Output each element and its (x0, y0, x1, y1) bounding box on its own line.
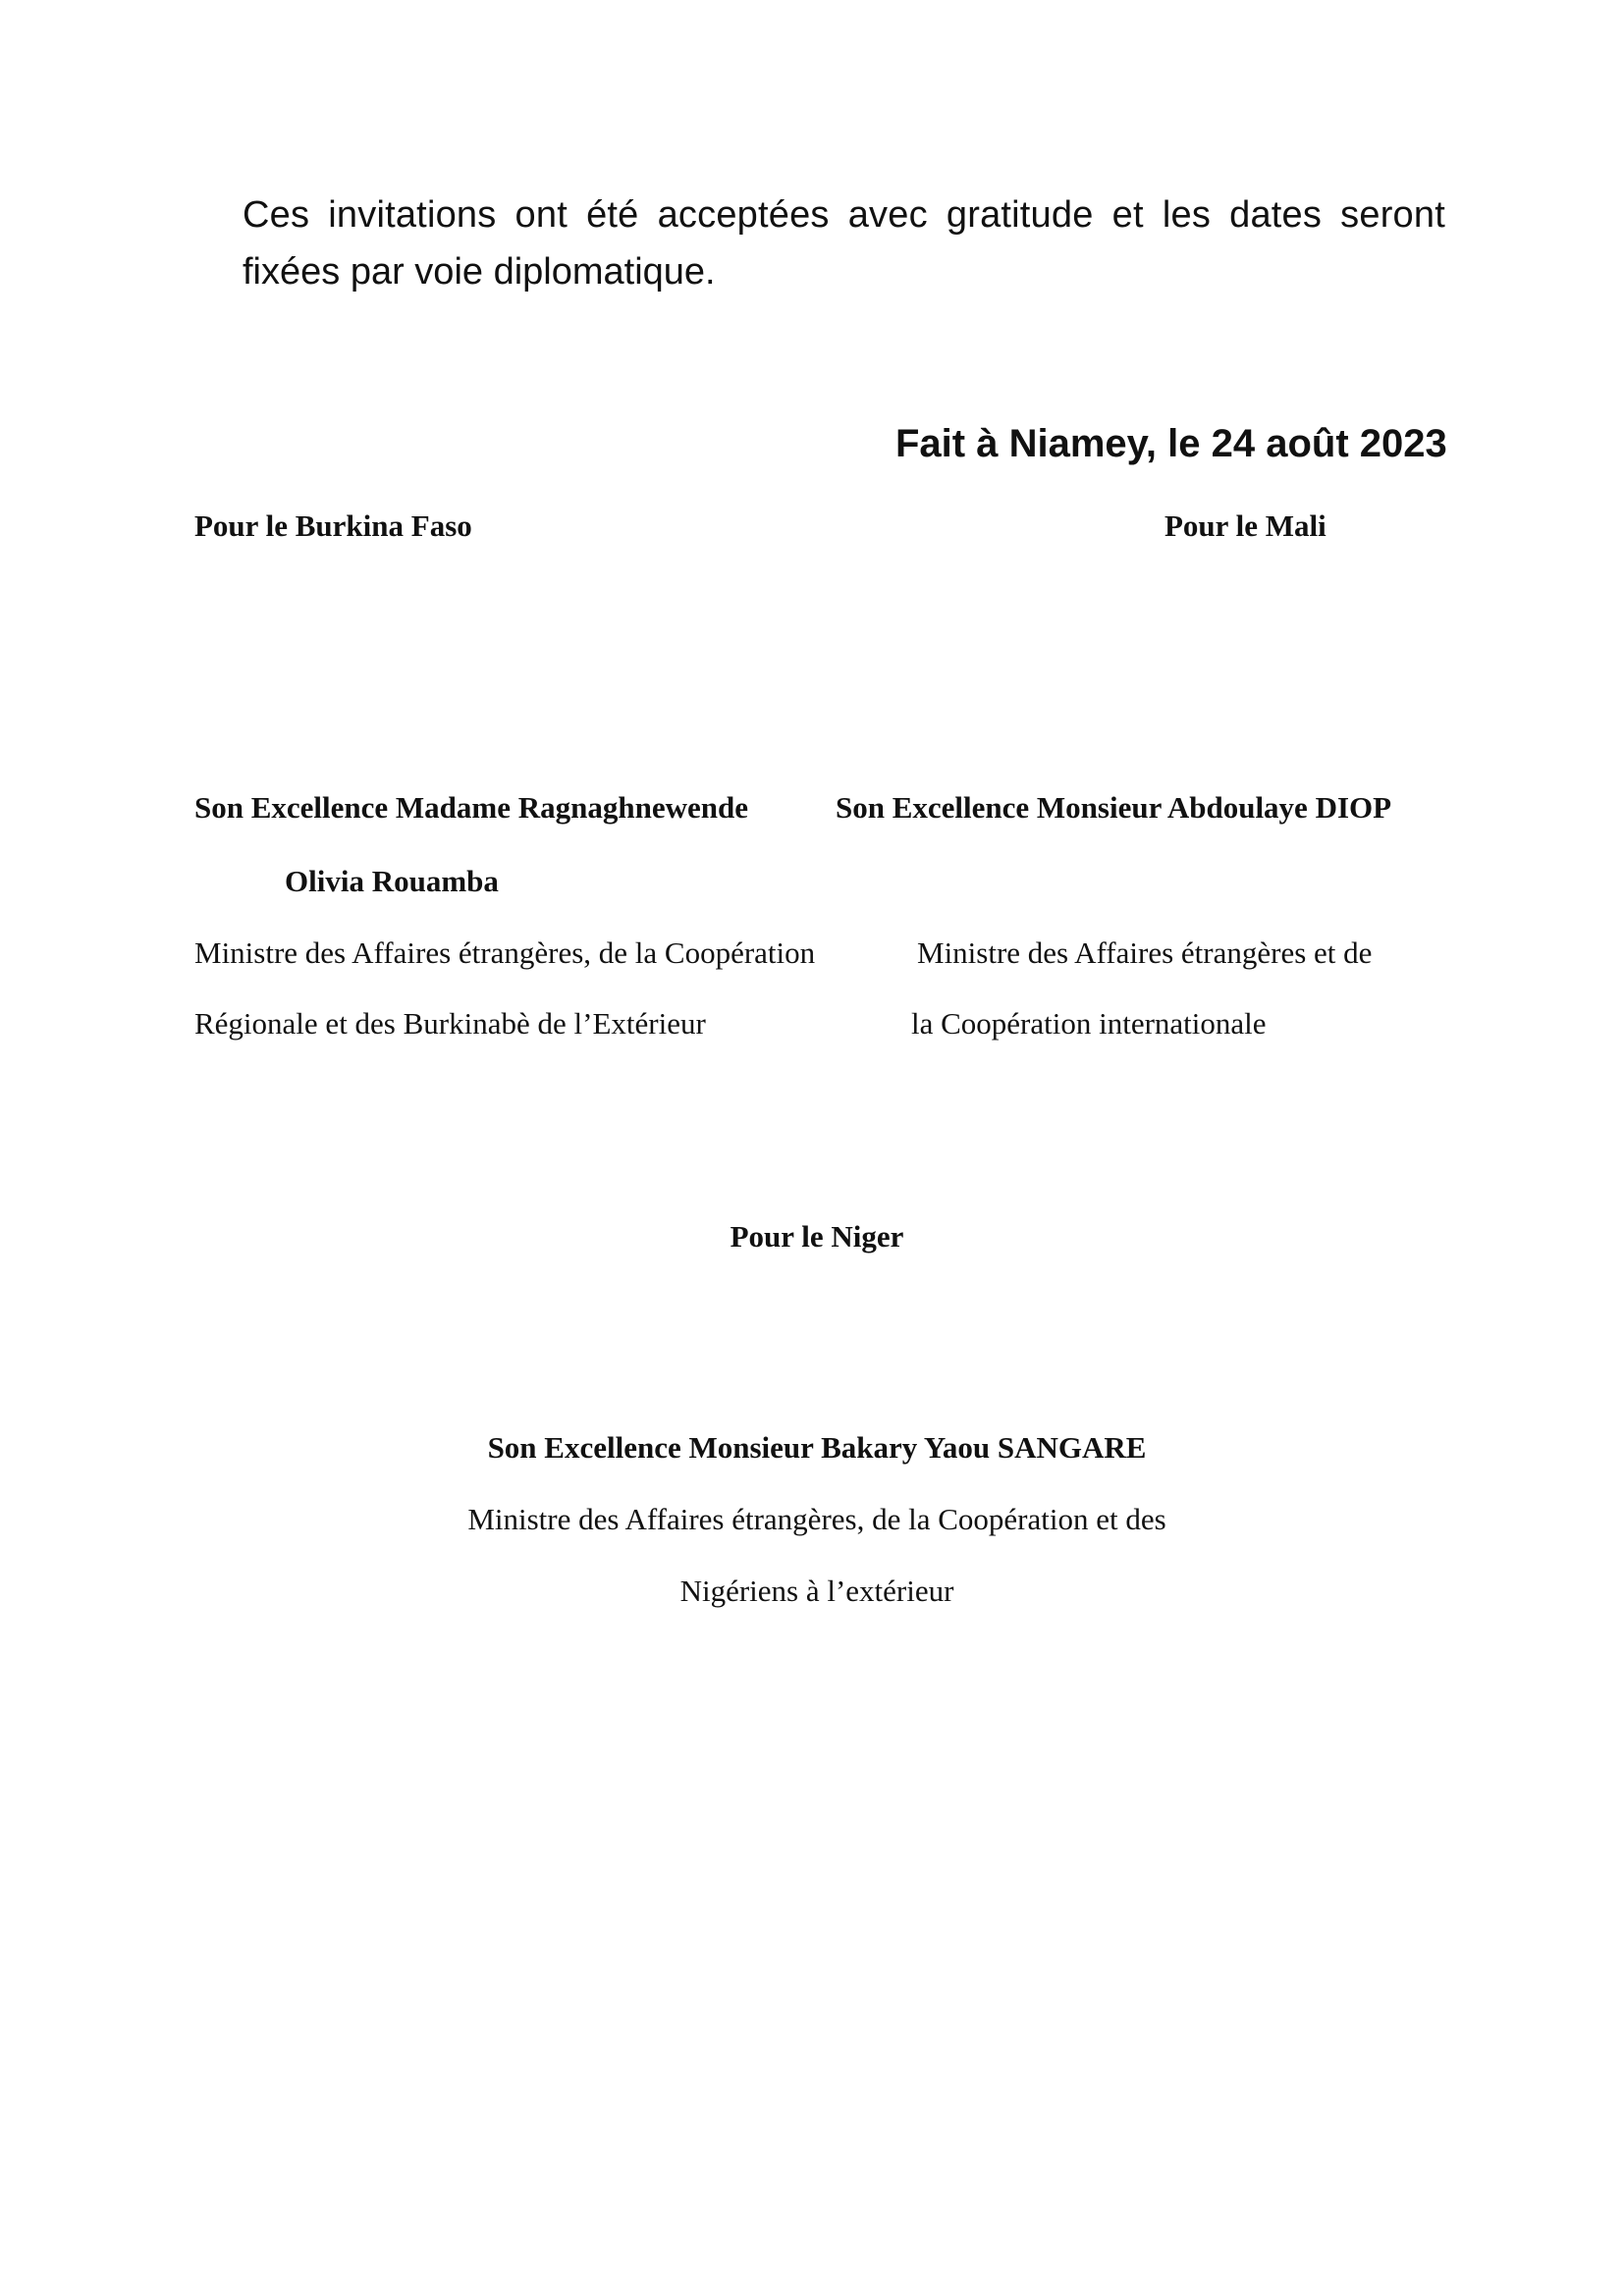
mali-signatory-title-line-2: la Coopération internationale (911, 1006, 1267, 1041)
burkina-signatory-title-line-1: Ministre des Affaires étrangères, de la Coopération (194, 935, 816, 970)
place-date: Fait à Niamey, le 24 août 2023 (895, 422, 1447, 465)
niger-heading: Pour le Niger (730, 1219, 904, 1254)
mali-heading: Pour le Mali (1164, 508, 1326, 543)
niger-signatory-name: Son Excellence Monsieur Bakary Yaou SANGARE (487, 1430, 1147, 1465)
paragraph-line-2: fixées par voie diplomatique. (243, 251, 716, 293)
burkina-heading: Pour le Burkina Faso (194, 508, 472, 543)
paragraph-line-1: Ces invitations ont été acceptées avec gratitude et les dates seront (243, 194, 1445, 236)
burkina-signatory-title-line-2: Régionale et des Burkinabè de l’Extérieur (194, 1006, 706, 1041)
mali-signatory-title-line-1: Ministre des Affaires étrangères et de (917, 935, 1373, 970)
mali-signatory-name: Son Excellence Monsieur Abdoulaye DIOP (836, 790, 1392, 825)
niger-signatory-title-line-1: Ministre des Affaires étrangères, de la Coopération et des (467, 1502, 1166, 1536)
niger-signatory-title-line-2: Nigériens à l’extérieur (679, 1574, 954, 1608)
burkina-signatory-name-line-2: Olivia Rouamba (285, 864, 499, 898)
burkina-signatory-name-line-1: Son Excellence Madame Ragnaghnewende (194, 790, 749, 825)
